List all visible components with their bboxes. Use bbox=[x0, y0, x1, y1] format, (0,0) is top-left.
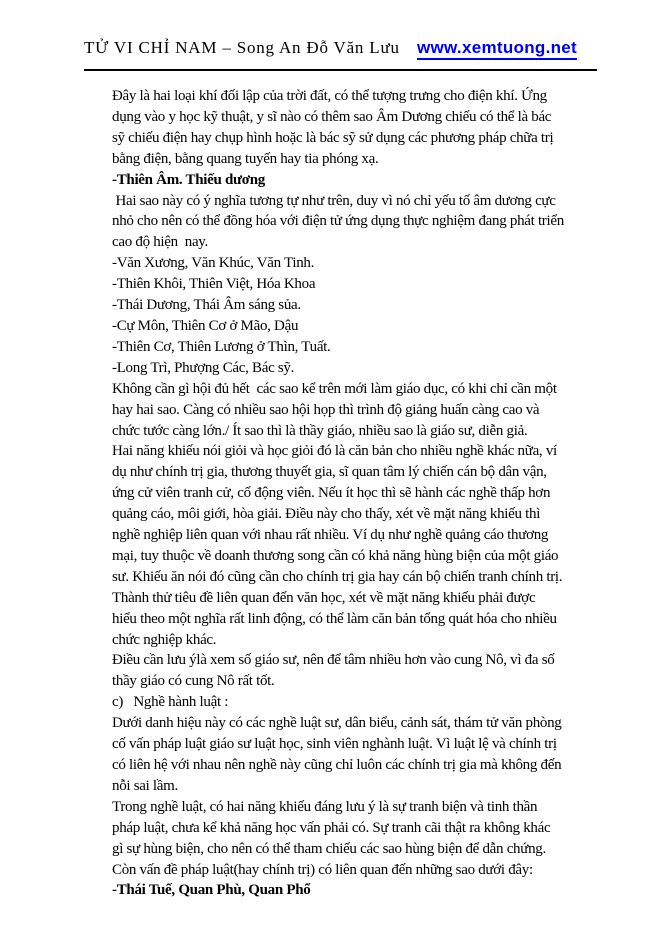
text-line: chức nghiệp khác. bbox=[112, 631, 217, 648]
text-line: -Cự Môn, Thiên Cơ ở Mão, Dậu bbox=[112, 317, 299, 334]
body-text bbox=[112, 86, 657, 901]
text-line: Hai sao này có ý nghĩa tương tự như trên, duy vì nó chỉ yếu tố âm dương cực bbox=[112, 192, 556, 209]
text-line: -Thiên Cơ, Thiên Lương ở Thìn, Tuất. bbox=[112, 338, 331, 355]
text-line: Điều cần lưu ýlà xem số giáo sư, nên để tâm nhiều hơn vào cung Nô, vì đa số bbox=[112, 652, 555, 669]
text-line: -Thiên Âm. Thiếu dương bbox=[112, 171, 265, 188]
text-line: chức tước càng lớn./ Ít sao thì là thầy giáo, nhiều sao là giáo sư, diễn giả. bbox=[112, 422, 528, 439]
text-line: Thành thử tiêu đề liên quan đến văn học, xét về mặt năng khiếu phải được bbox=[112, 589, 536, 606]
text-line: -Thái Tuế, Quan Phù, Quan Phổ bbox=[112, 882, 311, 899]
text-line: bằng điện, bằng quang tuyến hay tia phóng xạ. bbox=[112, 150, 379, 167]
text-line: gì sự hùng biện, cho nên có thể tham chiếu các sao hùng biện để dẫn chứng. bbox=[112, 840, 546, 857]
text-line: nỗi sai lầm. bbox=[112, 777, 178, 794]
text-line: pháp luật, chưa kể khả năng học vấn phải có. Sự tranh cãi thật ra không khác bbox=[112, 819, 551, 836]
text-line: mại, tuy thuộc về doanh thương song cần có khả năng hùng biện của một giáo bbox=[112, 547, 559, 564]
text-line: quảng cáo, môi giới, hòa giải. Điều này cho thấy, xét về mặt năng khiếu thì bbox=[112, 506, 541, 523]
header-divider bbox=[84, 69, 597, 71]
text-line: Không cần gì hội đủ hết các sao kể trên mới làm giáo dục, có khi chỉ cần một bbox=[112, 380, 557, 397]
text-line: -Long Trì, Phượng Các, Bác sỹ. bbox=[112, 359, 295, 376]
text-line: Trong nghề luật, có hai năng khiếu đáng lưu ý là sự tranh biện và tinh thần bbox=[112, 798, 538, 815]
text-line: sư. Khiếu ăn nói đó cũng cần cho chính trị gia hay cán bộ chiến tranh chính trị. bbox=[112, 568, 563, 585]
text-line: -Văn Xương, Văn Khúc, Văn Tinh. bbox=[112, 255, 315, 272]
text-line: nhỏ cho nên có thể đồng hóa với điện tử ứng dụng thực nghiệm đang phát triển bbox=[112, 213, 564, 230]
text-line: sỹ chiếu điện hay chụp hình hoặc là bác sỹ sử dụng các phương pháp chữa trị bbox=[112, 129, 554, 146]
text-line: có liên hệ với nhau nên nghề này cũng chỉ luôn các chính trị gia mà không đến bbox=[112, 757, 562, 773]
text-line: Dưới danh hiệu này có các nghề luật sư, dân biểu, cảnh sát, thám tử văn phòng bbox=[112, 715, 562, 732]
text-line: dụng vào y học kỹ thuật, y sĩ nào có thêm sao Âm Dương chiếu có thể là bác bbox=[112, 108, 552, 125]
text-line: hiểu theo một nghĩa rất linh động, có thể làm căn bản tổng quát hóa cho nhiều bbox=[112, 610, 557, 627]
text-line: cao độ hiện nay. bbox=[112, 234, 208, 251]
text-line: Còn vấn đề pháp luật(hay chính trị) có liên quan đến những sao dưới đây: bbox=[112, 861, 533, 878]
page-header bbox=[84, 38, 577, 60]
text-line: thầy giáo có cung Nô rất tốt. bbox=[112, 673, 275, 690]
document-title: TỬ VI CHỈ NAM – Song An Đỗ Văn Lưu bbox=[84, 38, 400, 57]
text-line: -Thiên Khôi, Thiên Việt, Hóa Khoa bbox=[112, 276, 316, 293]
text-line: Hai năng khiếu nói giỏi và học giỏi đó là căn bản cho nhiều nghề khác nữa, ví bbox=[112, 443, 557, 460]
text-line: hay hai sao. Càng có nhiều sao hội họp thì trình độ giảng huấn càng cao và bbox=[112, 401, 540, 418]
text-line: Đây là hai loại khí đối lập của trời đất, có thể tượng trưng cho điện khí. Ứng bbox=[112, 88, 547, 104]
text-line: nghề nghiệp liên quan với nhau rất nhiều. Ví dụ như nghề quảng cáo thương bbox=[112, 527, 549, 544]
website-link[interactable]: www.xemtuong.net bbox=[417, 38, 577, 60]
text-line: ứng cử viên tranh cử, cổ động viên. Nếu ít học thì sẽ hành các nghề thấp hơn bbox=[112, 485, 551, 502]
text-line: cố vấn pháp luật giáo sư luật học, sinh viên nghành luật. Vì luật lệ và chính trị bbox=[112, 736, 557, 753]
text-line: -Thái Dương, Thái Âm sáng sủa. bbox=[112, 297, 301, 314]
text-line: c) Nghề hành luật : bbox=[112, 694, 229, 711]
text-line: dụ như chính trị gia, thương thuyết gia, sĩ quan tâm lý chiến cán bộ dân vận, bbox=[112, 464, 547, 481]
